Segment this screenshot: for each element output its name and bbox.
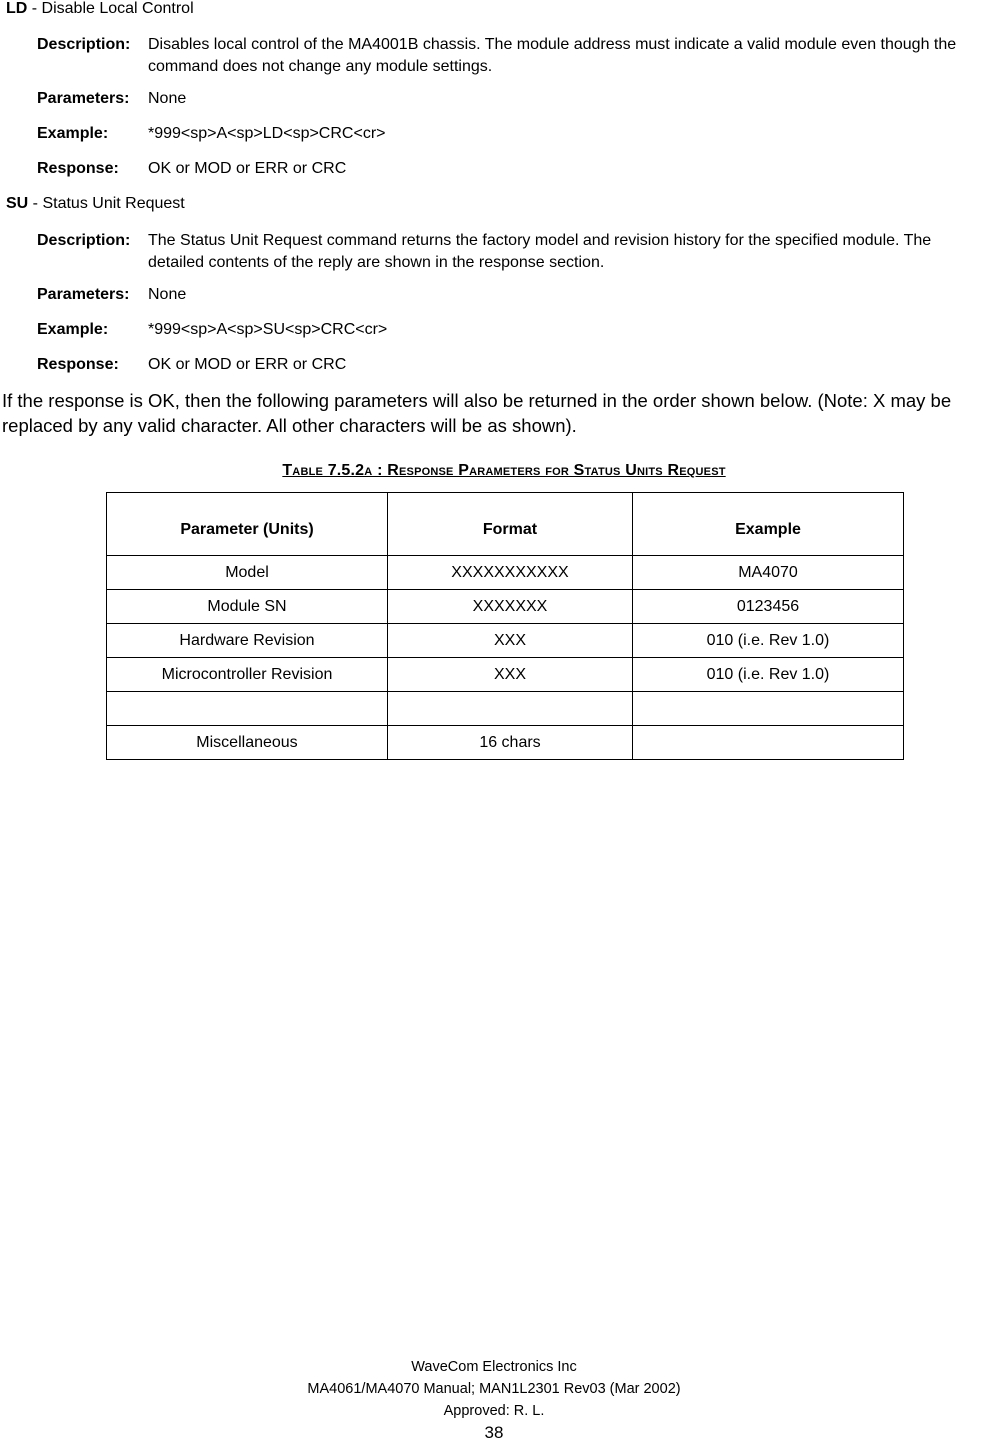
table-cell: XXXXXXXXXXX	[388, 556, 633, 590]
ld-description-label: Description:	[37, 36, 131, 53]
su-response-label: Response:	[37, 356, 119, 373]
ld-example-value: *999<sp>A<sp>LD<sp>CRC<cr>	[148, 125, 386, 142]
table-cell: Hardware Revision	[107, 624, 388, 658]
table-row	[107, 624, 904, 658]
su-example-label: Example:	[37, 321, 109, 338]
table-caption: Table 7.5.2a : Response Parameters for Status Units Request	[282, 462, 726, 479]
table-row	[107, 590, 904, 624]
su-response-value: OK or MOD or ERR or CRC	[148, 356, 347, 373]
table-cell: 010 (i.e. Rev 1.0)	[633, 658, 904, 692]
ld-description-text: Disables local control of the MA4001B chassis. The module address must indicate a valid module even though the command does not change any module settings.	[148, 36, 957, 75]
footer-company: WaveCom Electronics Inc	[411, 1359, 577, 1375]
table-cell: 010 (i.e. Rev 1.0)	[633, 624, 904, 658]
table-cell: 0123456	[633, 590, 904, 624]
ld-parameters-label: Parameters:	[37, 90, 130, 107]
ld-command-name: - Disable Local Control	[27, 0, 194, 17]
su-command-name: - Status Unit Request	[28, 195, 185, 212]
table-cell: XXX	[388, 658, 633, 692]
table-header-cell: Example	[633, 493, 904, 556]
table-cell	[107, 692, 388, 726]
table-cell: 16 chars	[388, 726, 633, 760]
table-cell	[388, 692, 633, 726]
table-row	[107, 726, 904, 760]
su-parameters-value: None	[148, 286, 187, 303]
su-description-label: Description:	[37, 232, 131, 249]
table-cell: MA4070	[633, 556, 904, 590]
su-example-value: *999<sp>A<sp>SU<sp>CRC<cr>	[148, 321, 388, 338]
ld-example-label: Example:	[37, 125, 109, 142]
ld-parameters-value: None	[148, 90, 187, 107]
footer-approved: Approved: R. L.	[443, 1403, 545, 1419]
ld-response-value: OK or MOD or ERR or CRC	[148, 160, 347, 177]
su-description-text: The Status Unit Request command returns the factory model and revision history for the specified module. The detailed contents of the reply are shown in the response section.	[148, 232, 932, 271]
table-cell	[633, 726, 904, 760]
table-cell: Miscellaneous	[107, 726, 388, 760]
table-header-cell: Parameter (Units)	[107, 493, 388, 556]
table-row	[107, 658, 904, 692]
table-header-cell: Format	[388, 493, 633, 556]
ld-response-label: Response:	[37, 160, 119, 177]
su-command-code: SU	[6, 195, 29, 212]
ld-command-title	[6, 0, 194, 18]
table-header-row	[107, 493, 904, 556]
su-command-title	[6, 195, 185, 213]
table-cell: Model	[107, 556, 388, 590]
table-cell: Microcontroller Revision	[107, 658, 388, 692]
table-cell	[633, 692, 904, 726]
table-cell: XXXXXXX	[388, 590, 633, 624]
footer-manual: MA4061/MA4070 Manual; MAN1L2301 Rev03 (Mar 2002)	[307, 1381, 681, 1397]
ld-command-code: LD	[6, 0, 28, 17]
table-cell: XXX	[388, 624, 633, 658]
table-row	[107, 556, 904, 590]
response-parameters-table	[106, 492, 904, 760]
response-note-paragraph: If the response is OK, then the following parameters will also be returned in the order shown below. (Note: X may be replaced by any valid character. All other characters will be as shown).	[2, 390, 952, 436]
page-number: 38	[484, 1423, 504, 1442]
table-cell: Module SN	[107, 590, 388, 624]
su-parameters-label: Parameters:	[37, 286, 130, 303]
page-footer	[0, 1356, 988, 1444]
table-row	[107, 692, 904, 726]
